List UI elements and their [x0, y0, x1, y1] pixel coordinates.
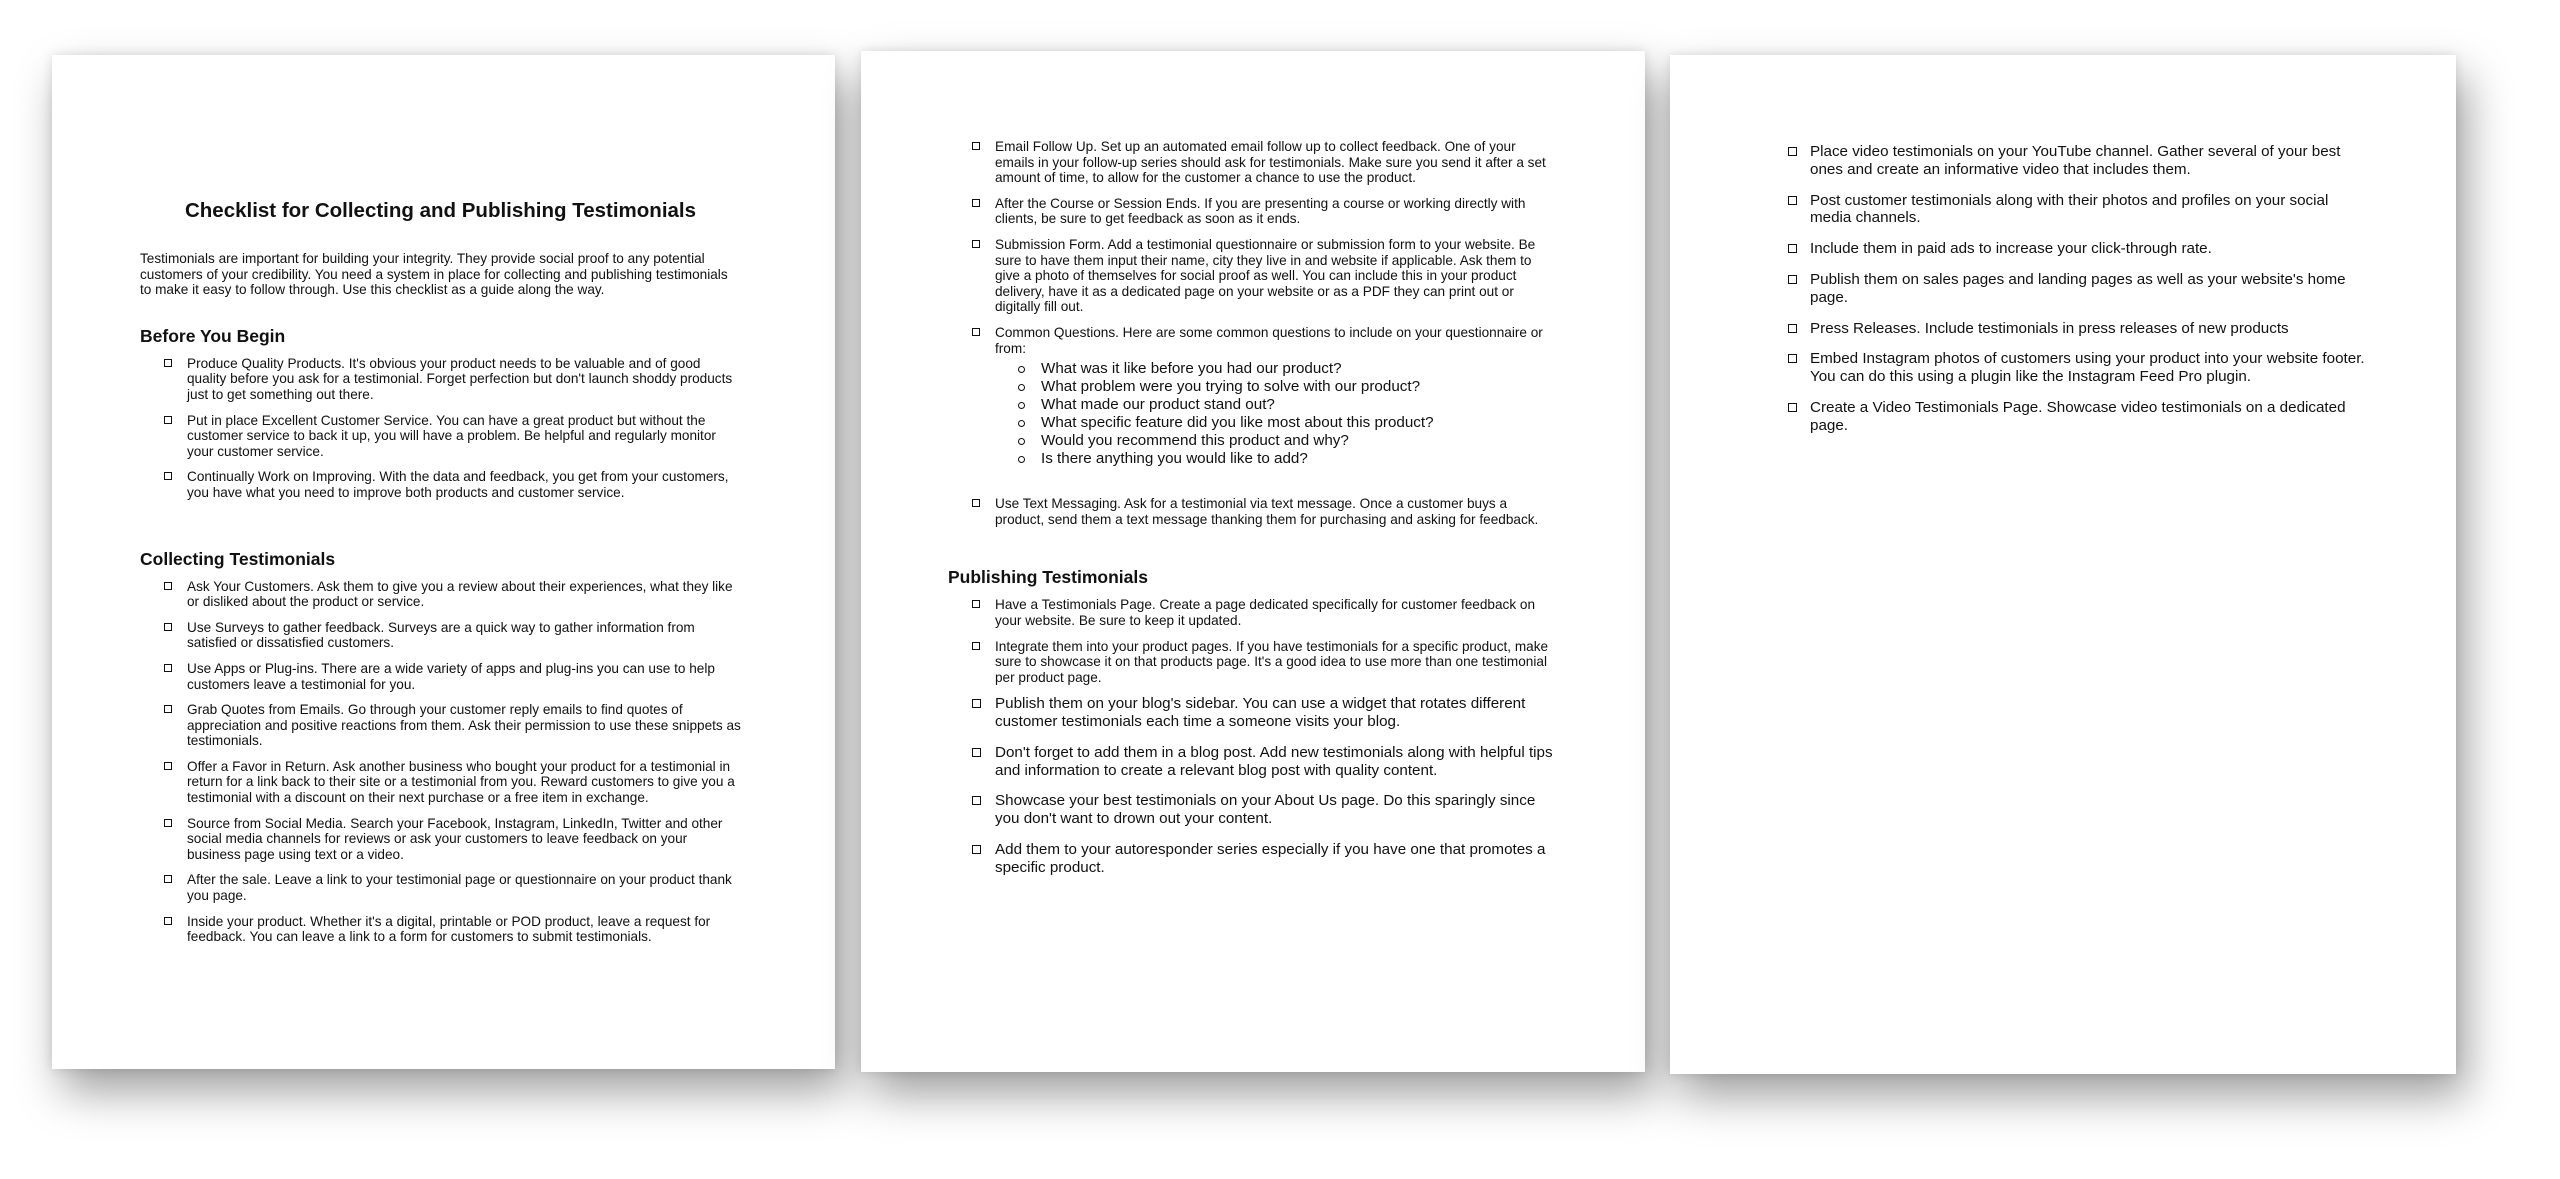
checklist-item: [949, 695, 1555, 731]
checkbox-icon: [972, 748, 981, 757]
checkbox-icon: [164, 819, 172, 827]
checklist-item: [949, 792, 1555, 828]
checklist-item-text: Publish them on your blog's sidebar. You can use a widget that rotates different customer testimonials each time a someone visits your blog.: [995, 695, 1526, 731]
checkbox-icon: [1788, 354, 1797, 363]
before-you-begin-checklist: [140, 356, 741, 501]
checklist-item-text: Continually Work on Improving. With the data and feedback, you get from your customers, you have what you need to improve both products and customer service.: [187, 469, 729, 500]
checklist-item-text: After the sale. Leave a link to your testimonial page or questionnaire on your product thank you page.: [187, 872, 732, 904]
document-page-1: [52, 55, 835, 1069]
checkbox-icon: [972, 796, 981, 805]
checklist-item-text: Don't forget to add them in a blog post. Add new testimonials along with helpful tips and information to create a relevant blog post with quality content.: [995, 743, 1553, 779]
checklist-item: [140, 469, 741, 500]
checklist-item-text: Put in place Excellent Customer Service. You can have a great product but without the customer service to back it up, you will have a problem. Be helpful and regularly monitor your customer service.: [187, 412, 716, 459]
checklist-item-text: Common Questions. Here are some common questions to include on your questionnaire or from:: [995, 324, 1543, 356]
question-item: [1041, 450, 1555, 468]
checklist-item-text: Publish them on sales pages and landing pages as well as your website's home page.: [1810, 270, 2346, 306]
section-heading-before-you-begin: Before You Begin: [140, 325, 286, 346]
section-heading-publishing-testimonials: Publishing Testimonials: [948, 567, 1148, 588]
checkbox-icon: [164, 705, 172, 713]
checklist-item-text: Place video testimonials on your YouTube channel. Gather several of your best ones and create an informative video that includes them.: [1810, 143, 2341, 178]
question-text: Is there anything you would like to add?: [1041, 450, 1308, 468]
checklist-item-text: Produce Quality Products. It's obvious your product needs to be valuable and of good quality before you ask for a testimonial. Forget perfection but don't launch shoddy products just to get something out there.: [187, 355, 733, 402]
checklist-item-text: Post customer testimonials along with their photos and profiles on your social media channels.: [1810, 191, 2329, 227]
checkbox-icon: [1788, 147, 1797, 156]
publishing-testimonials-checklist: [949, 597, 1555, 876]
circle-bullet-icon: [1018, 438, 1025, 445]
intro-paragraph: Testimonials are important for building your integrity. They provide social proof to any potential customers of your credibility. You need a system in place for collecting and publishing testimonials to make it easy to follow through. Use this checklist as a guide along the way.: [140, 251, 728, 298]
checkbox-icon: [1788, 324, 1797, 333]
checklist-item: [140, 356, 741, 403]
checklist-item-text: Embed Instagram photos of customers using your product into your website footer. You can do this using a plugin like the Instagram Feed Pro plugin.: [1810, 350, 2365, 386]
checklist-item-text: Use Surveys to gather feedback. Surveys are a quick way to gather information from satisfied or dissatisfied customers.: [187, 619, 695, 651]
checkbox-icon: [164, 472, 172, 480]
question-item: [1041, 378, 1555, 396]
checklist-item-text: Create a Video Testimonials Page. Showcase video testimonials on a dedicated page.: [1810, 398, 2346, 434]
checklist-item: [1788, 350, 2366, 386]
checklist-item-text: Inside your product. Whether it's a digital, printable or POD product, leave a request for feedback. You can leave a link to a form for customers to submit testimonials.: [187, 913, 711, 945]
document-title: Checklist for Collecting and Publishing Testimonials: [184, 199, 697, 222]
checkbox-icon: [972, 199, 980, 207]
checklist-item: [949, 597, 1555, 628]
checklist-item-text: Submission Form. Add a testimonial questionnaire or submission form to your website. Be sure to have them input their name, city they live in and website if applicable. Ask them to give a photo of themselves for social proof as well. You can include this in your product delivery, have it as a dedicated page on your website or as a PDF they can print out or digitally fill out.: [995, 236, 1536, 315]
checklist-item: [949, 639, 1555, 686]
checkbox-icon: [164, 582, 172, 590]
checklist-item: [949, 237, 1555, 315]
checklist-item: [140, 914, 741, 945]
checkbox-icon: [972, 699, 981, 708]
checklist-item-text: Email Follow Up. Set up an automated email follow up to collect feedback. One of your emails in your follow-up series should ask for testimonials. Make sure you send it after a set amount of time, to allow for the customer a chance to use the product.: [995, 139, 1546, 186]
checklist-item: [140, 579, 741, 610]
checklist-item-text: Have a Testimonials Page. Create a page dedicated specifically for customer feedback on your website. Be sure to keep it updated.: [995, 597, 1536, 628]
checklist-item: [1788, 240, 2366, 258]
checklist-item: [949, 841, 1555, 877]
checkbox-icon: [164, 664, 172, 672]
checkbox-icon: [972, 600, 980, 608]
question-text: What specific feature did you like most about this product?: [1041, 414, 1434, 432]
checklist-item: [1788, 320, 2366, 338]
circle-bullet-icon: [1018, 366, 1025, 373]
checkbox-icon: [972, 240, 980, 248]
checklist-item-text: Grab Quotes from Emails. Go through your customer reply emails to find quotes of appreciation and positive reactions from them. Ask their permission to use these snippets as testimonials.: [187, 702, 741, 749]
checklist-item: [1788, 399, 2366, 435]
checklist-item-text: Ask Your Customers. Ask them to give you a review about their experiences, what they like or disliked about the product or service.: [187, 578, 733, 610]
checklist-item: [140, 816, 741, 863]
document-page-3: [1670, 55, 2456, 1074]
checkbox-icon: [164, 875, 172, 883]
checkbox-icon: [164, 917, 172, 925]
checklist-item-text: Add them to your autoresponder series especially if you have one that promotes a specific product.: [995, 841, 1546, 876]
checklist-item: [949, 196, 1555, 227]
checklist-item: [140, 661, 741, 692]
checklist-item-text: Offer a Favor in Return. Ask another business who bought your product for a testimonial in return for a link back to their site or a testimonial from you. Reward customers to give you a testimonial with a discount on their next purchase or a free item in exchange.: [187, 758, 735, 806]
checklist-item-text: Integrate them into your product pages. If you have testimonials for a specific product, make sure to showcase it on that products page. It's a good idea to use more than one testimonial per product page.: [995, 638, 1549, 685]
checklist-item: [949, 744, 1555, 780]
circle-bullet-icon: [1018, 456, 1025, 463]
checklist-item-common-questions: [949, 325, 1555, 468]
checklist-item: [949, 496, 1555, 527]
checklist-item: [140, 413, 741, 460]
circle-bullet-icon: [1018, 384, 1025, 391]
checklist-item: [1788, 271, 2366, 307]
checkbox-icon: [972, 845, 981, 854]
checkbox-icon: [164, 359, 172, 367]
checkbox-icon: [164, 762, 172, 770]
checklist-item: [140, 702, 741, 749]
question-item: [1041, 396, 1555, 414]
question-text: What problem were you trying to solve with our product?: [1041, 378, 1421, 396]
checkbox-icon: [1788, 244, 1797, 253]
checklist-item-text: Use Text Messaging. Ask for a testimonial via text message. Once a customer buys a product, send them a text message thanking them for purchasing and asking for feedback.: [995, 496, 1539, 527]
checklist-item: [140, 620, 741, 651]
checklist-item-text: Use Apps or Plug-ins. There are a wide variety of apps and plug-ins you can use to help customers leave a testimonial for you.: [187, 660, 715, 692]
checkbox-icon: [972, 142, 980, 150]
checkbox-icon: [1788, 403, 1797, 412]
checkbox-icon: [972, 642, 980, 650]
checkbox-icon: [972, 328, 980, 336]
document-page-2: [861, 51, 1645, 1072]
checkbox-icon: [1788, 275, 1797, 284]
checkbox-icon: [972, 499, 980, 507]
question-text: What was it like before you had our product?: [1041, 360, 1342, 378]
circle-bullet-icon: [1018, 402, 1025, 409]
checklist-item: [140, 759, 741, 806]
section-heading-collecting-testimonials: Collecting Testimonials: [140, 548, 336, 569]
checklist-item: [140, 872, 741, 903]
question-item: [1041, 414, 1555, 432]
circle-bullet-icon: [1018, 420, 1025, 427]
common-questions-list: [995, 360, 1555, 468]
question-item: [1041, 432, 1555, 450]
checkbox-icon: [164, 623, 172, 631]
checkbox-icon: [1788, 196, 1797, 205]
question-text: What made our product stand out?: [1041, 396, 1275, 414]
checklist-item-text: Include them in paid ads to increase your click-through rate.: [1810, 240, 2212, 258]
checklist-item: [949, 139, 1555, 186]
collecting-testimonials-checklist: [140, 579, 741, 945]
collecting-testimonials-checklist-continued: [949, 139, 1555, 527]
checklist-item: [1788, 192, 2366, 228]
publishing-testimonials-checklist-continued: [1788, 143, 2366, 435]
question-item: [1041, 360, 1555, 378]
checklist-item-text: Press Releases. Include testimonials in press releases of new products: [1810, 319, 2289, 337]
checklist-item-text: Source from Social Media. Search your Facebook, Instagram, LinkedIn, Twitter and other social media channels for reviews or ask your customers to leave feedback on your business page using text or a video.: [187, 815, 723, 862]
checklist-item: [1788, 143, 2366, 179]
question-text: Would you recommend this product and why?: [1041, 432, 1349, 450]
checkbox-icon: [164, 416, 172, 424]
checklist-item-text: After the Course or Session Ends. If you are presenting a course or working directly with clients, be sure to get feedback as soon as it ends.: [995, 195, 1526, 227]
checklist-item-text: Showcase your best testimonials on your About Us page. Do this sparingly since you don't want to drown out your content.: [995, 792, 1536, 828]
